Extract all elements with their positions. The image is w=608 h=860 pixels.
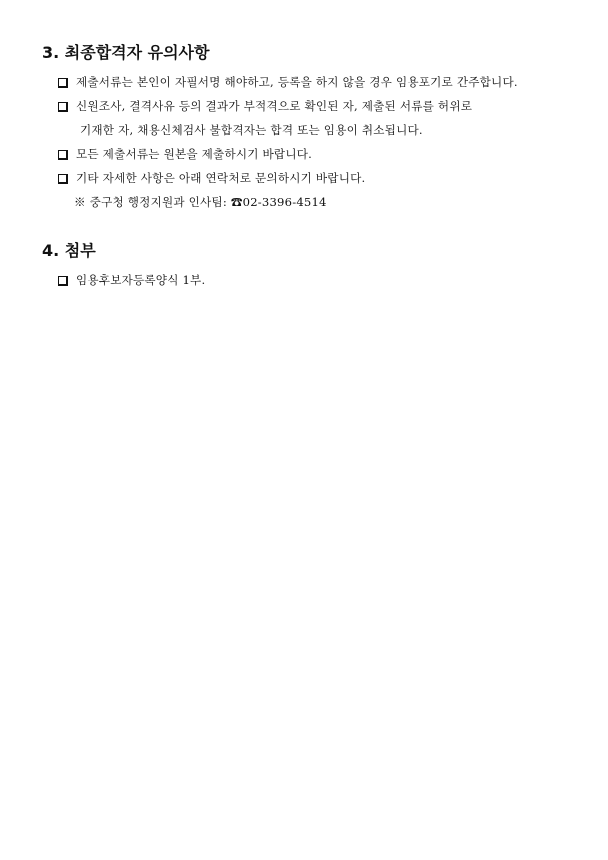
list-item — [40, 94, 580, 142]
list-item-text: 모든 제출서류는 원본을 제출하시기 바랍니다. — [76, 147, 313, 161]
section-attachment — [40, 240, 580, 292]
list-item-text: 임용후보자등록양식 1부. — [76, 273, 206, 287]
list-item-text: 제출서류는 본인이 자필서명 해야하고, 등록을 하지 않을 경우 임용포기로 간주합니다. — [76, 75, 518, 89]
section-final-candidate-notes — [40, 42, 580, 214]
checkbox-bullet-icon — [58, 174, 68, 184]
checkbox-bullet-icon — [58, 102, 68, 112]
section-heading: 3. 최종합격자 유의사항 — [42, 43, 210, 62]
checkbox-bullet-icon — [58, 78, 68, 88]
checkbox-bullet-icon — [58, 276, 68, 286]
list-item — [40, 268, 580, 292]
list-item-continuation: 기재한 자, 채용신체검사 불합격자는 합격 또는 임용이 취소됩니다. — [80, 123, 423, 137]
section-heading: 4. 첨부 — [42, 241, 96, 260]
checkbox-bullet-icon — [58, 150, 68, 160]
list-item — [40, 142, 580, 166]
list-item-text: 신원조사, 결격사유 등의 결과가 부적격으로 확인된 자, 제출된 서류를 허위로 — [76, 99, 473, 113]
contact-note: ※ 중구청 행정지원과 인사팀: ☎02-3396-4514 — [74, 195, 327, 209]
list-item — [40, 166, 580, 190]
list-item — [40, 70, 580, 94]
list-item-text: 기타 자세한 사항은 아래 연락처로 문의하시기 바랍니다. — [76, 171, 366, 185]
